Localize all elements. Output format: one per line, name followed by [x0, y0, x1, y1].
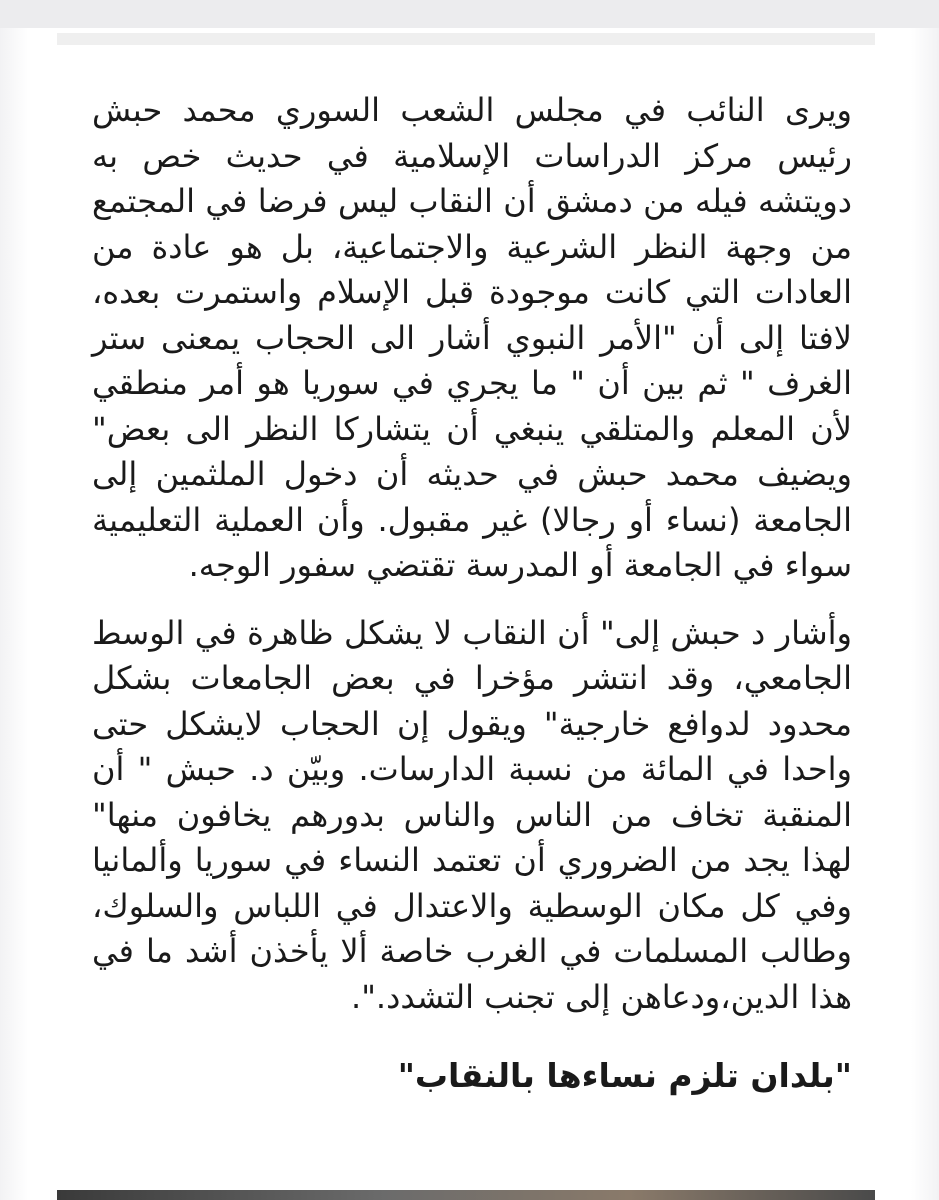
card-edge-right [911, 28, 939, 1200]
header-band [57, 33, 875, 45]
section-heading: "بلدان تلزم نساءها بالنقاب" [397, 1056, 852, 1095]
card-edge-left [0, 28, 28, 1200]
paragraph-1: ويرى النائب في مجلس الشعب السوري محمد حبش رئيس مركز الدراسات الإسلامية في حديث خص به دويتشه فيله من دمشق أن النقاب ليس فرضا في المجتمع من وجهة النظر الشرعية والاجتماعية، بل هو عادة من العادات التي كانت موجودة قبل الإسلام واستمرت بعده، لافتا إلى أن "الأمر النبوي أشار الى الحجاب يمعنى ستر الغرف " ثم بين أن " ما يجري في سوريا هو أمر منطقي لأن المعلم والمتلقي ينبغي أن يتشاركا النظر الى بعض" ويضيف محمد حبش في حديثه أن دخول الملثمين إلى الجامعة (نساء أو رجالا) غير مقبول. وأن العملية التعليمية سواء في الجامعة أو المدرسة تقتضي سفور الوجه. [92, 91, 852, 584]
image-edge-strip [57, 1190, 875, 1200]
paragraph-2: وأشار د حبش إلى" أن النقاب لا يشكل ظاهرة في الوسط الجامعي، وقد انتشر مؤخرا في بعض الجامعات بشكل محدود لدوافع خارجية" ويقول إن الحجاب لايشكل حتى واحدا في المائة من نسبة الدارسات. وبيّن د. حبش " أن المنقبة تخاف من الناس والناس بدورهم يخافون منها" لهذا يجد من الضروري أن تعتمد النساء في سوريا وألمانيا وفي كل مكان الوسطية والاعتدال في اللباس والسلوك، وطالب المسلمات في الغرب خاصة ألا يأخذن أشد ما في هذا الدين،ودعاهن إلى تجنب التشدد.". [92, 613, 852, 1016]
top-bar [0, 0, 939, 29]
article-body [92, 88, 852, 1098]
